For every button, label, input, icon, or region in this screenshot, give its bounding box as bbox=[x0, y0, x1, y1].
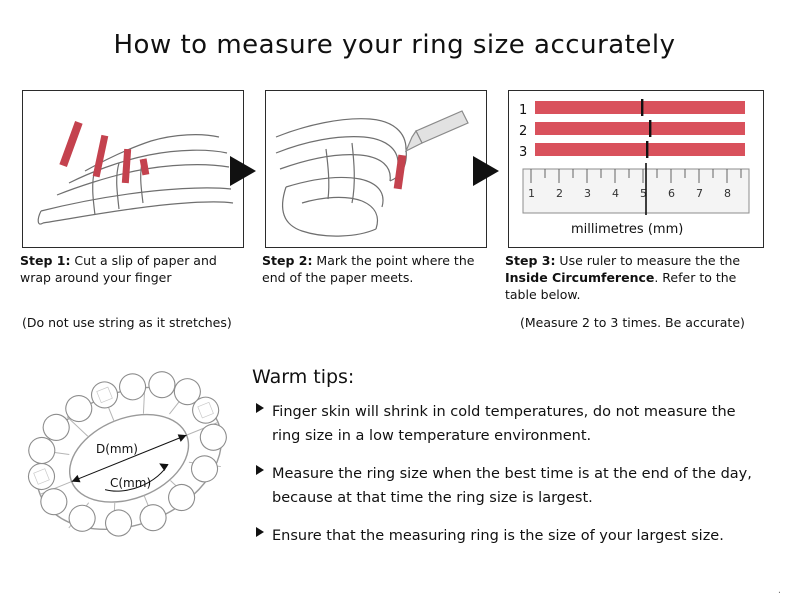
tip-text: Finger skin will shrink in cold temperatures, do not measure the ring size in a low temperature environment. bbox=[272, 404, 736, 444]
tip-text: Measure the ring size when the best time is at the end of the day, because at that time the ring size is largest. bbox=[272, 466, 752, 506]
step3-text-2: . Refer to the table below. bbox=[505, 270, 737, 302]
svg-text:4: 4 bbox=[612, 187, 619, 200]
warm-tips-list bbox=[256, 400, 766, 562]
step3-text: Use ruler to measure the the bbox=[555, 253, 741, 268]
corner-mark: . bbox=[777, 585, 781, 596]
step1-caption bbox=[20, 252, 250, 286]
strip-label-1: 1 bbox=[519, 103, 528, 118]
strip-label-2: 2 bbox=[519, 124, 528, 139]
list-item bbox=[256, 462, 766, 510]
triangle-bullet-icon bbox=[256, 465, 264, 475]
list-item bbox=[256, 524, 766, 548]
svg-text:5: 5 bbox=[640, 187, 647, 200]
warm-tips-heading: Warm tips: bbox=[252, 366, 355, 388]
ring-diagram bbox=[18, 345, 248, 575]
step1-label: Step 1: bbox=[20, 253, 71, 268]
svg-text:6: 6 bbox=[668, 187, 675, 200]
ruler-strips-icon bbox=[509, 91, 763, 247]
step3-illustration bbox=[508, 90, 764, 248]
step3-label: Step 3: bbox=[505, 253, 556, 268]
tip-text: Ensure that the measuring ring is the size of your largest size. bbox=[272, 528, 724, 544]
triangle-bullet-icon bbox=[256, 527, 264, 537]
step1-text: Cut a slip of paper and wrap around your finger bbox=[20, 253, 217, 285]
svg-text:3: 3 bbox=[584, 187, 591, 200]
steps-panels bbox=[22, 90, 767, 250]
hand-paper-strip-icon bbox=[23, 91, 243, 247]
step2-label: Step 2: bbox=[262, 253, 313, 268]
step3-caption bbox=[505, 252, 767, 303]
step1-illustration bbox=[22, 90, 244, 248]
strip-label-3: 3 bbox=[519, 145, 528, 160]
svg-text:7: 7 bbox=[696, 187, 703, 200]
step3-bold-phrase: Inside Circumference bbox=[505, 270, 655, 285]
ruler-units-caption: millimetres (mm) bbox=[571, 222, 684, 237]
svg-text:8: 8 bbox=[724, 187, 731, 200]
step2-illustration bbox=[265, 90, 487, 248]
ring-illustration-icon bbox=[18, 345, 248, 575]
circumference-label: C(mm) bbox=[110, 476, 152, 490]
page-title: How to measure your ring size accurately bbox=[113, 30, 676, 60]
step2-caption bbox=[262, 252, 492, 286]
arrow-step1-to-step2-icon bbox=[230, 156, 256, 186]
triangle-bullet-icon bbox=[256, 403, 264, 413]
svg-text:1: 1 bbox=[528, 187, 535, 200]
step1-note: (Do not use string as it stretches) bbox=[22, 315, 232, 330]
diameter-label: D(mm) bbox=[96, 442, 138, 456]
step3-note: (Measure 2 to 3 times. Be accurate) bbox=[520, 315, 745, 330]
hand-pen-mark-icon bbox=[266, 91, 486, 247]
arrow-step2-to-step3-icon bbox=[473, 156, 499, 186]
list-item bbox=[256, 400, 766, 448]
svg-text:2: 2 bbox=[556, 187, 563, 200]
step2-text: Mark the point where the end of the paper meets. bbox=[262, 253, 475, 285]
